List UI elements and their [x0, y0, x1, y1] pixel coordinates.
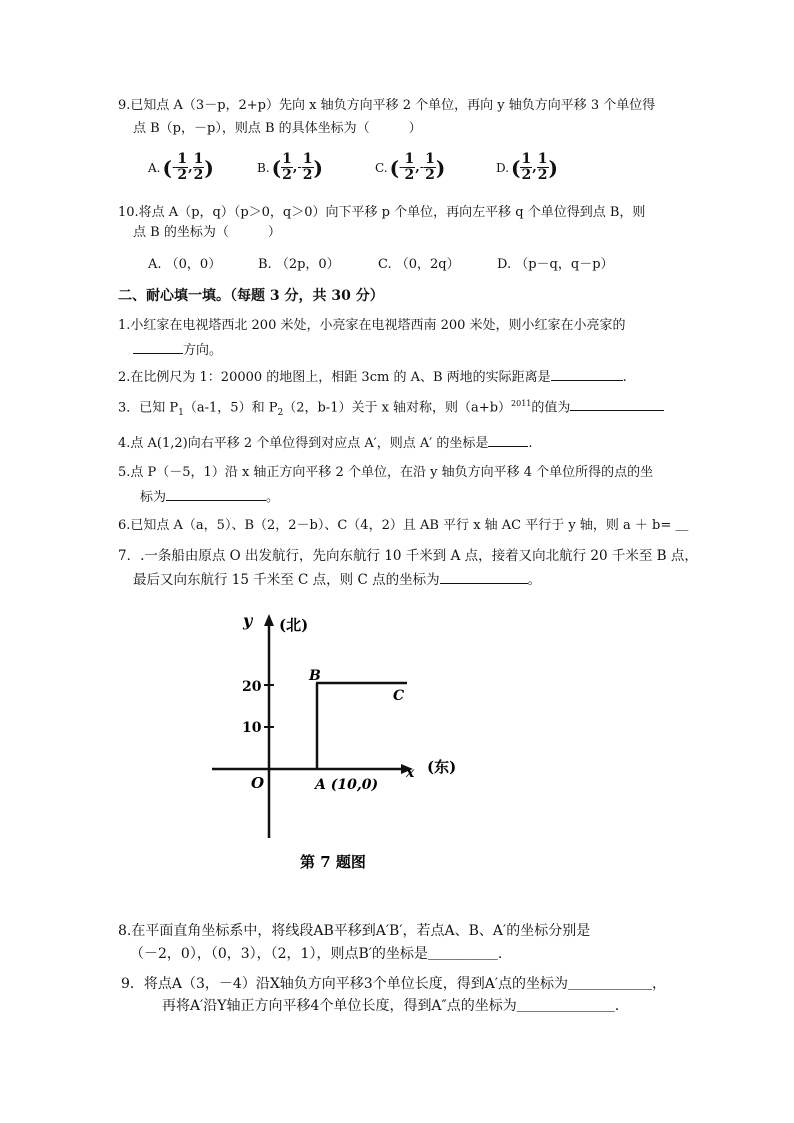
- fill-5-tail: 。: [266, 490, 280, 505]
- figure-caption: 第 7 题图: [300, 853, 366, 871]
- paren: ): [435, 155, 446, 180]
- fill-6: 6.已知点 A（a，5）、B（2，2－b）、C（4，2）且 AB 平行 x 轴 AC 平行于 y 轴，则 a ＋ b= ＿: [118, 518, 689, 533]
- point-c-label: C: [393, 688, 405, 704]
- fill-7-line-2: [133, 571, 541, 588]
- fraction: $\frac{1}{2}$: [537, 151, 548, 183]
- question-10-line-2: 点 B 的坐标为（ ）: [133, 225, 281, 240]
- comma: ,: [188, 160, 193, 175]
- question-9-option: [496, 152, 558, 183]
- fill-5-line-2: [140, 488, 279, 506]
- fill-7-line-1: 7．.一条船由原点 O 出发航行，先向东航行 10 千米到 A 点，接着又向北航行 20 千米至 B 点，: [118, 548, 698, 564]
- answer-blank[interactable]: [166, 488, 266, 501]
- comma: ,: [292, 160, 298, 175]
- fill-3: [118, 396, 664, 421]
- option-label: D.: [496, 160, 510, 175]
- fill-4: [118, 434, 533, 452]
- fill-9-line-2: 再将A′沿Y轴正方向平移4个单位长度，得到A″点的坐标为＿＿＿＿＿＿＿.: [162, 998, 620, 1014]
- question-10-option-c: C. （0，2q）: [378, 257, 460, 272]
- section-2-heading: 二、耐心填一填。（每题 3 分，共 30 分）: [118, 288, 384, 304]
- point-a-label: A (10,0): [315, 777, 379, 793]
- subscript: 2: [277, 407, 284, 418]
- fill-7-text: 最后又向东航行 15 千米至 C 点，则 C 点的坐标为: [133, 572, 440, 588]
- answer-blank[interactable]: [440, 571, 528, 584]
- fraction: $\frac{1}{2}$: [177, 151, 188, 183]
- fraction: $\frac{1}{2}$: [425, 151, 435, 183]
- fraction: $\frac{1}{2}$: [404, 151, 415, 183]
- fill-4-text: 4.点 A(1,2)向右平移 2 个单位得到对应点 A′，则点 A′ 的坐标是: [118, 436, 489, 451]
- paren: (: [511, 155, 521, 180]
- north-label: (北): [279, 616, 309, 634]
- paren: ): [204, 155, 214, 180]
- paren: (: [162, 155, 172, 180]
- fill-8-line-2: （－2，0），（0，3），（2，1），则点B′的坐标是＿＿＿＿＿.: [130, 946, 503, 962]
- fill-3-text: 3．已知 P: [118, 400, 179, 416]
- subscript: 1: [178, 407, 184, 418]
- question-7-figure: [0, 600, 794, 900]
- fill-3-text: （a-1，5）和 P: [183, 400, 278, 416]
- fill-1-tail: 方向。: [183, 343, 223, 358]
- sign: -: [399, 160, 404, 175]
- fill-2-text: 2.在比例尺为 1：20000 的地图上，相距 3cm 的 A、B 两地的实际距离是: [118, 370, 551, 385]
- answer-blank[interactable]: [570, 398, 664, 411]
- fraction: $\frac{1}{2}$: [282, 151, 292, 183]
- question-9-option: [257, 152, 323, 183]
- exponent: 2011: [511, 399, 532, 408]
- question-10-option-a: A. （0，0）: [148, 257, 222, 272]
- fraction: $\frac{1}{2}$: [302, 151, 313, 183]
- question-10-option-d: D. （p－q，q－p）: [497, 257, 614, 272]
- fill-9-line-1: 9．将点A（3，－4）沿X轴负方向平移3个单位长度，得到A′点的坐标为＿＿＿＿＿＿，: [121, 976, 666, 992]
- tick-label-10: 10: [242, 720, 262, 736]
- answer-blank[interactable]: [551, 368, 623, 381]
- y-axis-arrow: [264, 614, 274, 626]
- y-label: y: [243, 611, 253, 630]
- fill-7-tail: 。: [527, 572, 542, 588]
- option-label: C.: [375, 160, 388, 175]
- fill-1-line-1: 1.小红家在电视塔西北 200 米处，小亮家在电视塔西南 200 米处，则小红家在小亮家的: [118, 318, 626, 333]
- fill-3-text: 的值为: [531, 400, 571, 416]
- paren: ): [313, 155, 324, 180]
- point-b-label: B: [309, 668, 321, 684]
- paren: ): [548, 155, 558, 180]
- fill-4-tail: .: [528, 436, 533, 451]
- question-9-option: [148, 152, 214, 183]
- fraction: $\frac{1}{2}$: [193, 151, 204, 183]
- fill-8-line-1: 8.在平面直角坐标系中，将线段AB平移到A′B′，若点A、B、A′的坐标分别是: [118, 923, 591, 939]
- sign: -: [297, 160, 302, 175]
- question-10-line-1: 10.将点 A（p，q）（p＞0，q＞0）向下平移 p 个单位，再向左平移 q 个单位得到点 B，则: [118, 205, 646, 220]
- question-10-option-b: B. （2p，0）: [258, 257, 340, 272]
- fill-1-line-2: [133, 341, 222, 359]
- fill-5-text: 标为: [140, 490, 167, 505]
- fill-2: [118, 368, 627, 386]
- comma: ,: [532, 160, 537, 175]
- fill-3-text: （2，b-1）关于 x 轴对称，则（a+b）: [283, 400, 512, 416]
- question-9-line-2: 点 B（p，－p），则点 B 的具体坐标为（ ）: [133, 121, 422, 136]
- answer-blank[interactable]: [488, 434, 528, 447]
- tick-label-20: 20: [242, 679, 262, 695]
- question-9-line-1: 9.已知点 A（3－p，2+p）先向 x 轴负方向平移 2 个单位，再向 y 轴负方向平移 3 个单位得: [118, 98, 656, 113]
- option-label: A.: [148, 160, 161, 175]
- x-label: x: [406, 765, 415, 781]
- paren: (: [271, 155, 282, 180]
- comma: ,: [415, 160, 420, 175]
- question-9-option: [375, 152, 445, 183]
- fraction: $\frac{1}{2}$: [521, 151, 532, 183]
- fill-5-line-1: 5.点 P（－5，1）沿 x 轴正方向平移 2 个单位，在沿 y 轴负方向平移 4 个单位所得的点的坐: [118, 465, 654, 480]
- sign: -: [419, 160, 425, 175]
- east-label: (东): [427, 758, 457, 776]
- fill-2-tail: .: [622, 370, 627, 385]
- sign: -: [171, 160, 177, 175]
- option-label: B.: [257, 160, 270, 175]
- origin-label: O: [251, 774, 265, 792]
- answer-blank[interactable]: [133, 341, 183, 354]
- paren: (: [389, 155, 400, 180]
